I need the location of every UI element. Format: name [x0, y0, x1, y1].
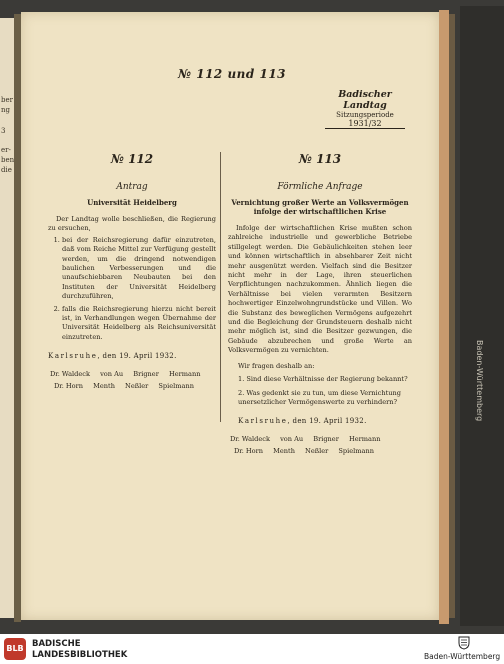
place-date [48, 352, 216, 360]
motion-items [48, 236, 216, 342]
library-name [32, 639, 127, 661]
prev-fragment: die [1, 166, 12, 174]
page-edge [439, 10, 449, 624]
motion-item: 2. falls die Reichsregierung hierzu nicht bereit ist, in Verhandlungen wegen Übernahme der Universität Heidelberg als Reichsuniversität einzutreten. [62, 305, 216, 343]
inquiry-subject: Vernichtung großer Werte an Volksvermögen infolge der wirtschaftlichen Krise [231, 198, 409, 216]
signatory: Neßler [305, 447, 329, 456]
prev-fragment: er- [1, 146, 11, 154]
inquiry-question: 2. Was gedenkt sie zu tun, um diese Vernichtung unersetzlicher Vermögenswerte zu verhindern? [238, 388, 401, 406]
signatory: Hermann [168, 370, 201, 379]
signatory: Dr. Waldeck [50, 370, 90, 379]
signatory-row [50, 368, 216, 380]
landtag-header [325, 89, 405, 129]
signatory: von Au [100, 370, 124, 379]
library-name-line: LANDESBIBLIOTHEK [32, 650, 128, 660]
landtag-name: Badischer Landtag [338, 89, 392, 111]
signatory: Dr. Horn [234, 447, 264, 456]
motion-kind: Antrag [116, 182, 148, 192]
color-calibration-strip [460, 6, 504, 626]
library-name-line: BADISCHE [32, 639, 81, 649]
place: Karlsruhe [238, 417, 288, 426]
motion-intro: Der Landtag wolle beschließen, die Regierung zu ersuchen, [48, 215, 216, 233]
motion-112 [48, 152, 216, 392]
motion-subject: Universität Heidelberg [87, 198, 177, 207]
coat-of-arms-icon [457, 636, 471, 650]
inquiry-body: Infolge der wirtschaftlichen Krise mußten schon zahlreiche industrielle und gewerbliche Betriebe stillgelegt werden. Die Gebäulichkeiten stehen leer und können wirtschaftlich in absehbarer Zeit nicht mehr ausgenützt werden. Vielfach sind die Besitzer nicht mehr in der Lage, ihren steuerlichen Verpflichtungen nachzukommen. Ähnlich liegen die Verhältnisse bei vielen verarmten Besitzern hochwertiger Einzelwohngrundstücke und Villen. Wo die Substanz des beweglichen Vermögens aufgezehrt und die Begleichung der Grundsteuern deshalb nicht mehr möglich ist, sind die Besitzer gezwungen, die Gebäude abzubrechen und große Werte an Volksvermögen zu vernichten. [228, 224, 412, 355]
signatories [48, 368, 216, 392]
document-page [21, 12, 439, 620]
document-title: № 112 und 113 [178, 67, 287, 81]
inquiry-113 [228, 152, 412, 457]
prev-fragment: ber [1, 96, 13, 104]
date: , den 19. April 1932. [97, 352, 177, 361]
prev-fragment: ben [1, 156, 15, 164]
session-year: 1931/32 [325, 119, 405, 129]
place: Karlsruhe [48, 352, 98, 361]
signatory-row [50, 380, 216, 392]
signatory-row [230, 433, 412, 445]
signatory: Dr. Horn [54, 382, 84, 391]
prev-fragment: 3 [1, 127, 6, 135]
inquiry-ask: Wir fragen deshalb an: [238, 361, 315, 370]
signatory: Brigner [133, 370, 159, 379]
motion-item: 1. bei der Reichsregierung dafür einzutreten, daß vom Reiche Mittel zur Verfügung gestellt werden, um die dringend notwendigen baulichen Verbesserungen und die unaufschiebbaren Neubauten bei den Instituten der Universität Heidelberg durchzuführen, [62, 236, 216, 302]
inquiry-number: № 113 [298, 152, 342, 166]
signatory-row [230, 445, 412, 457]
inquiry-kind: Förmliche Anfrage [277, 182, 363, 192]
signatory: Menth [93, 382, 115, 391]
session-period: Sitzungsperiode [336, 111, 394, 119]
book-gutter [14, 14, 21, 622]
previous-page-edge [0, 18, 15, 618]
signatories [228, 433, 412, 457]
signatory: Spielmann [338, 447, 374, 456]
footer-bar [0, 634, 504, 664]
signatory: Neßler [125, 382, 149, 391]
blb-logo[interactable]: BLB [4, 638, 26, 660]
signatory: Dr. Waldeck [230, 435, 270, 444]
column-divider [220, 152, 221, 422]
side-tab-label: Baden-Württemberg [475, 340, 484, 422]
signatory: Menth [273, 447, 295, 456]
signatory: Hermann [348, 435, 381, 444]
prev-fragment: ng [1, 106, 10, 114]
motion-number: № 112 [110, 152, 154, 166]
page-edge-shadow [449, 14, 455, 618]
place-date [228, 417, 412, 425]
signatory: Spielmann [158, 382, 194, 391]
signatory: Brigner [313, 435, 339, 444]
inquiry-question: 1. Sind diese Verhältnisse der Regierung bekannt? [238, 375, 408, 384]
signatory: von Au [280, 435, 304, 444]
region-label: Baden-Württemberg [424, 652, 501, 661]
date: , den 19. April 1932. [287, 417, 367, 426]
